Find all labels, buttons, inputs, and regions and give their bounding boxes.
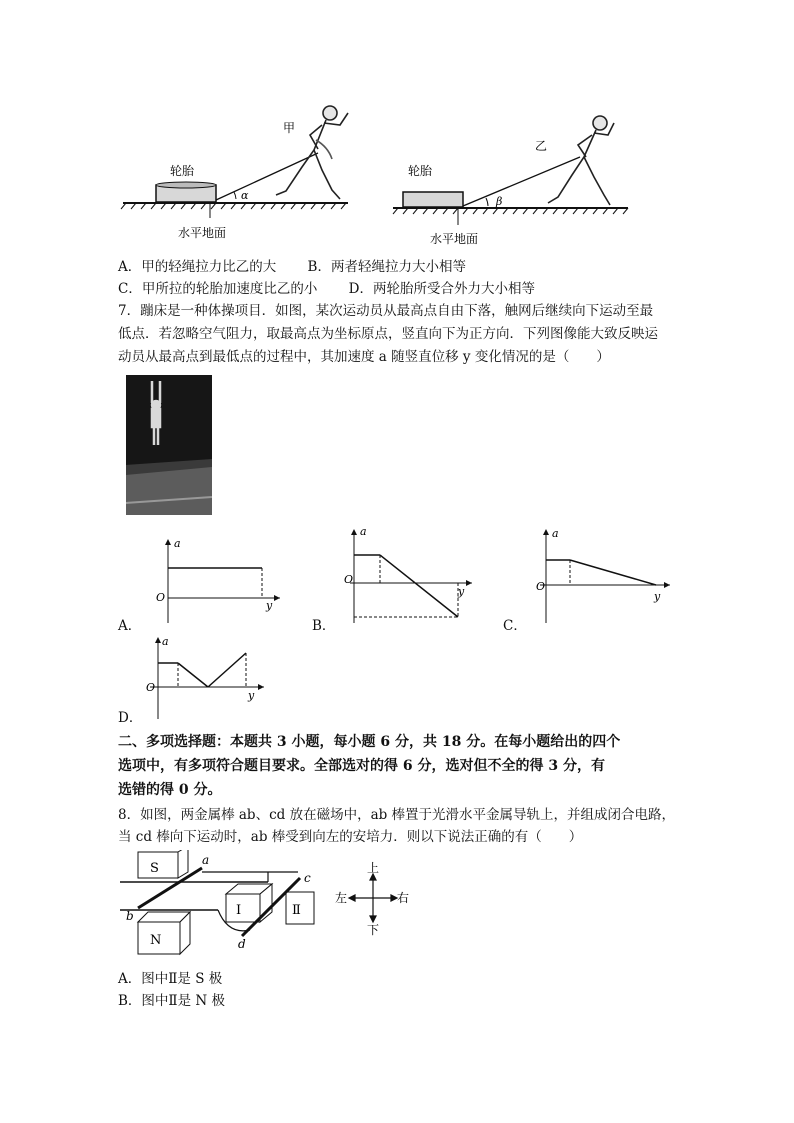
tire-label-right: 轮胎 (408, 164, 433, 178)
magnet-rails-figure (118, 850, 418, 965)
option-a-label: A． (118, 618, 142, 634)
dir-down: 下 (367, 923, 380, 937)
graph-d (140, 635, 270, 720)
q7-stem-line2: 低点．若忽略空气阻力，取最高点为坐标原点，竖直向下为正方向．下列图像能大致反映运 (118, 326, 658, 342)
tire-right (403, 192, 463, 207)
section2-line2: 选项中，有多项符合题目要求。全部选对的得 6 分，选对但不全的得 3 分，有 (118, 758, 605, 774)
dir-up: 上 (367, 861, 380, 875)
graph-b-axis-y: y (458, 585, 465, 598)
graph-d-axis-y: y (248, 689, 255, 702)
option-b-label: B． (312, 618, 336, 634)
magnet-s-label: S (150, 861, 159, 876)
graph-a-origin: O (156, 591, 166, 604)
ground-label-right: 水平地面 (430, 232, 479, 246)
magnet-n (138, 912, 190, 954)
graph-d-origin: O (146, 681, 156, 694)
graph-c (530, 525, 675, 625)
option-d-label: D． (118, 710, 143, 726)
graph-c-origin: O (536, 580, 546, 593)
q8-option-b: B．图中Ⅱ是 N 极 (118, 993, 225, 1009)
section2-line1: 二、多项选择题：本题共 3 小题，每小题 6 分，共 18 分。在每小题给出的四个 (118, 734, 621, 750)
dir-left: 左 (335, 891, 348, 905)
runner-left (276, 106, 348, 199)
q6-options-line1: A．甲的轻绳拉力比乙的大 B．两者轻绳拉力大小相等 (118, 259, 466, 275)
graph-a (150, 535, 290, 630)
q6-options-line2: C．甲所拉的轮胎加速度比乙的小 D．两轮胎所受合外力大小相等 (118, 281, 535, 297)
person-b-label: 乙 (535, 139, 548, 153)
label-a: a (202, 853, 210, 867)
tire-pull-figure (118, 95, 638, 250)
q8-stem-line2: 当 cd 棒向下运动时，ab 棒受到向左的安培力．则以下说法正确的有（ ） (118, 829, 583, 845)
ground-label-left: 水平地面 (178, 226, 227, 240)
left-scene (121, 106, 348, 218)
label-c: c (304, 871, 311, 885)
dir-right: 右 (397, 891, 410, 905)
graph-b-axis-a: a (360, 525, 367, 538)
angle-beta: β (496, 195, 503, 208)
q7-stem-line3: 动员从最高点到最低点的过程中，其加速度 a 随竖直位移 y 变化情况的是（ ） (118, 349, 610, 365)
q8-option-a: A．图中Ⅱ是 S 极 (118, 971, 223, 987)
magnet-i (226, 884, 272, 922)
runner-right (548, 116, 614, 205)
graph-c-axis-a: a (552, 527, 559, 540)
label-d: d (238, 937, 246, 951)
graph-d-axis-a: a (162, 635, 169, 648)
label-b: b (126, 909, 134, 923)
option-c-label: C． (503, 618, 527, 634)
trampoline-photo (126, 375, 212, 515)
magnet-s (138, 850, 188, 878)
q7-stem-line1: 7．蹦床是一种体操项目．如图，某次运动员从最高点自由下落，触网后继续向下运动至最 (118, 303, 654, 319)
graph-b (340, 525, 480, 625)
angle-alpha: α (241, 189, 249, 202)
graph-a-axis-a: a (174, 537, 181, 550)
graph-a-axis-y: y (266, 599, 273, 612)
person-a-label: 甲 (283, 121, 296, 135)
graph-b-origin: O (344, 573, 354, 586)
direction-cross (349, 874, 397, 922)
tire-label-left: 轮胎 (170, 164, 195, 178)
graph-c-axis-y: y (654, 590, 661, 603)
magnet-ii-label: Ⅱ (292, 903, 301, 918)
q8-stem-line1: 8．如图，两金属棒 ab、cd 放在磁场中，ab 棒置于光滑水平金属导轨上，并组成闭合电路， (118, 807, 676, 823)
magnet-i-label: Ⅰ (236, 903, 242, 918)
section2-line3: 选错的得 0 分。 (118, 782, 222, 798)
magnet-n-label: N (150, 933, 162, 948)
